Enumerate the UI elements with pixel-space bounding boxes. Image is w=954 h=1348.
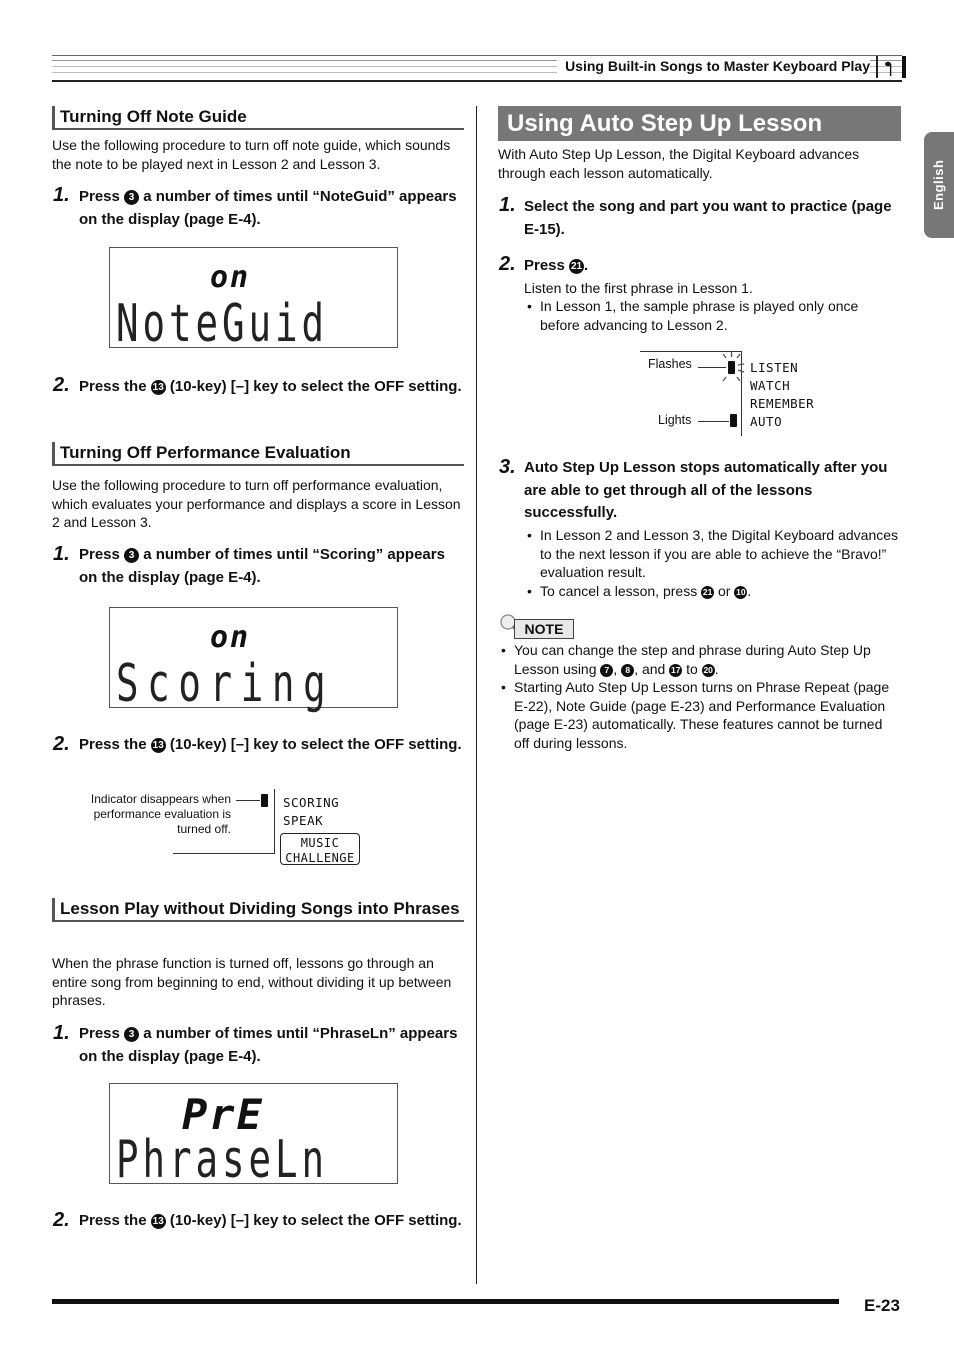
step-number: 1. [499,194,516,216]
indicator-bracket-line [274,789,275,854]
section-banner-auto-step-up: Using Auto Step Up Lesson [498,106,901,141]
button-7-icon: 7 [600,664,613,677]
diagram-mode-remember: REMEMBER [750,396,815,411]
bullet-item: • You can change the step and phrase during Auto Step Up Lesson using 7 , 8 , and 17 to 20 . [498,641,898,678]
button-17-icon: 17 [670,664,681,675]
section-heading-note-guide: Turning Off Note Guide [52,106,464,130]
step-number: 2. [53,733,70,755]
step-text: Press 21 . [524,257,589,274]
step-bullets [524,297,900,334]
lcd-display [109,1083,398,1190]
step-text: Auto Step Up Lesson stops automatically after you are able to get through all of the lessons successfully. [524,459,888,521]
step-number: 1. [53,184,70,206]
lcd-main-text: Scoring [116,654,335,714]
lcd-main-text: NoteGuid [116,294,329,354]
music-note-icon [876,56,906,78]
step-text: Press 3 a number of times until “PhraseLn” appears on the display (page E-4). [79,1025,458,1065]
step-text: Press the 13 (10-key) [–] key to select the OFF setting. [79,736,462,753]
section-intro: Use the following procedure to turn off note guide, which sounds the note to be played next in Lesson 2 and Lesson 3. [52,137,451,172]
step-text: Select the song and part you want to practice (page E-15). [524,198,892,238]
bullet-item: • Starting Auto Step Up Lesson turns on Phrase Repeat (page E-22), Note Guide (page E-23) and Performance Evaluation (page E-23) automatically. These features cannot be turned off during lessons. [498,678,898,752]
bullet-item: • In Lesson 1, the sample phrase is played only once before advancing to Lesson 2. [524,297,900,334]
diagram-mode-watch: WATCH [750,378,791,393]
lcd-small-text: on [210,260,251,295]
note-bullets [498,641,898,753]
step-number: 2. [53,1209,70,1231]
step-text: Press the 13 (10-key) [–] key to select the OFF setting. [79,378,462,395]
leader-line [698,421,729,422]
step-text: Press 3 a number of times until “Scoring” appears on the display (page E-4). [79,546,445,586]
button-10-icon: 10 [736,586,746,597]
side-tab-language [924,132,954,238]
section-heading-performance-evaluation: Turning Off Performance Evaluation [52,442,464,466]
side-tab-label: English [931,159,946,211]
indicator-mark [261,794,268,807]
bullet-item: • In Lesson 2 and Lesson 3, the Digital Keyboard advances to the next lesson if you are able to achieve the “Bravo!” evaluation result. [524,526,900,582]
section-intro: When the phrase function is turned off, lessons go through an entire song from beginning to end, without dividing it up between phrases. [52,955,452,1009]
column-divider [476,106,477,1284]
note-badge: NOTE [514,619,574,639]
footer-rule [52,1299,839,1304]
indicator-mark [730,414,737,427]
section-heading-phrase: Lesson Play without Dividing Songs into Phrases [52,898,464,922]
step-text: Press 3 a number of times until “NoteGuid” appears on the display (page E-4). [79,188,457,228]
button-21-icon: 21 [702,586,713,597]
leader-line [236,800,260,801]
lcd-small-text: PrE [182,1090,264,1139]
button-13-icon: 13 [152,382,164,393]
diagram-mode-auto: AUTO [750,414,783,429]
step-number: 2. [53,374,70,396]
step-text: Press the 13 (10-key) [–] key to select the OFF setting. [79,1212,462,1229]
button-13-icon: 13 [152,1216,164,1227]
header-title: Using Built-in Songs to Master Keyboard Play [557,58,870,74]
diagram-label-lights: Lights [658,413,692,427]
indicator-caption: Indicator disappears when performance evaluation is turned off. [90,792,231,836]
button-3-icon: 3 [124,548,139,563]
diagram-label-flashes: Flashes [648,357,692,371]
step-number: 2. [499,253,516,275]
section-intro: Use the following procedure to turn off performance evaluation, which evaluates your performance and displays a score in Lesson 2 and Lesson 3. [52,477,461,531]
step-number: 1. [53,1022,70,1044]
step-number: 3. [499,456,516,478]
button-3-icon: 3 [124,190,139,205]
diagram-mode-listen: LISTEN [750,360,799,375]
indicator-label-scoring: SCORING [283,795,340,810]
button-21-icon: 21 [570,261,583,272]
step-subtext: Listen to the first phrase in Lesson 1. [524,280,753,296]
bullet-item: • To cancel a lesson, press 21 or 10 . [524,582,900,601]
section-intro: With Auto Step Up Lesson, the Digital Keyboard advances through each lesson automatically. [498,146,860,181]
button-8-icon: 8 [621,664,634,677]
indicator-box-music-challenge: MUSIC CHALLENGE [280,833,360,865]
flashing-indicator-icon [717,352,747,382]
lcd-small-text: on [210,620,251,655]
indicator-bracket-line [173,853,275,854]
button-3-icon: 3 [124,1027,139,1042]
page-number: E-23 [864,1296,900,1315]
lcd-display [109,247,398,354]
button-20-icon: 20 [703,664,713,675]
step-number: 1. [53,543,70,565]
lcd-main-text: PhraseLn [116,1130,329,1190]
lcd-display [109,607,398,714]
indicator-label-speak: SPEAK [283,813,324,828]
button-13-icon: 13 [152,740,164,751]
step-bullets [524,526,900,600]
